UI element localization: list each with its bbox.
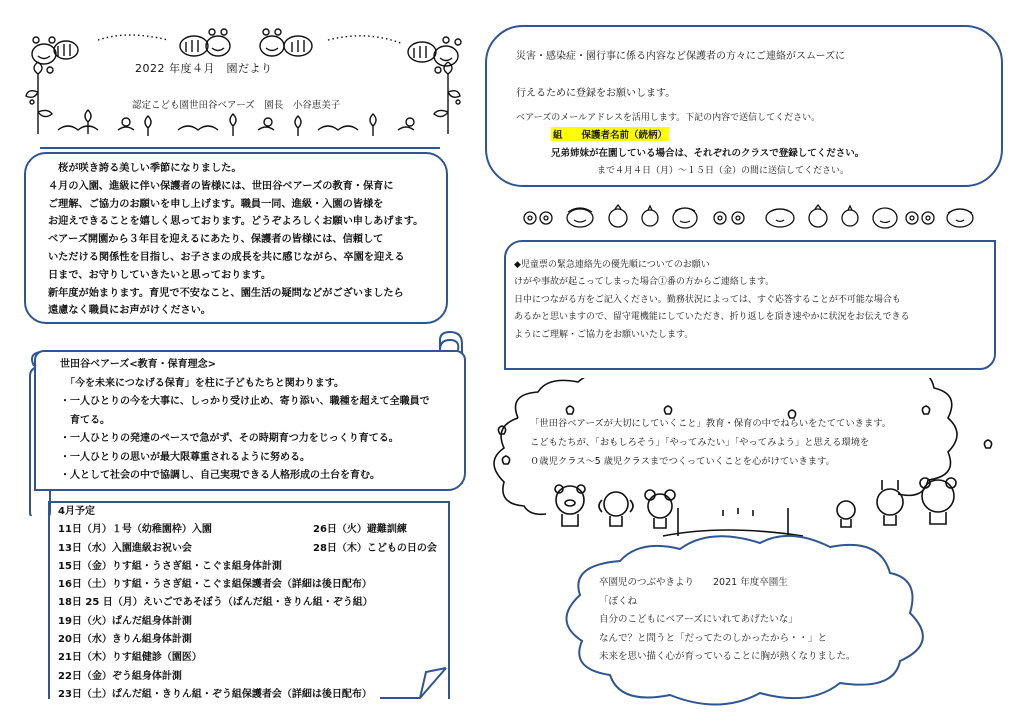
- quote-line: 未来を思い描く心が育っていることに胸が熱くなりました。: [599, 651, 856, 662]
- philosophy-line: 育てる。: [60, 414, 110, 426]
- deadline-note: まで４月４日（月）～１５日（金）の間に送信してください。: [597, 166, 850, 176]
- schedule-row: 11日（月）１号（幼稚園枠）入園 26日（火）避難訓練: [58, 524, 407, 536]
- cloud-line: ０歳児クラス～5 歳児クラスまでつくっていくことを心がけていきます。: [530, 456, 835, 467]
- philosophy-line: ・一人ひとりの思いが最大限尊重されるように努める。: [60, 451, 310, 463]
- quote-line: 卒園児のつぶやきより 2021 年度卒園生: [599, 577, 788, 588]
- schedule-row: 21日（木）りす組健診（園医）: [58, 652, 202, 664]
- cloud-line: こどもたちが、「おもしろそう」「やってみたい」「やってみよう」と思える環境を: [530, 437, 870, 448]
- greeting-line: 日まで、お守りしていきたいと思っております。: [48, 269, 272, 281]
- philosophy-section: [34, 350, 466, 491]
- contact-line: 災害・感染症・園行事に係る内容など保護者の方々にご連絡がスムーズに: [516, 51, 845, 62]
- highlighted-format: 組 保護者名前（続柄）: [551, 127, 669, 141]
- greeting-line: ご理解、ご協力のお願いを申し上げます。職員一同、進級・入園の皆様を: [48, 198, 384, 210]
- greeting-line: ４月の入園、進級に伴い保護者の皆様には、世田谷ベアーズの教育・保育に: [48, 180, 394, 192]
- bee-flower-border-illustration: [18, 22, 468, 140]
- schedule-row: 23日（土）ぱんだ組・きりん組・ぞう組保護者会（詳細は後日配布）: [58, 688, 372, 700]
- schedule-row: 16日（土）りす組・うさぎ組・こぐま組保護者会（詳細は後日配布）: [58, 579, 372, 591]
- newsletter-subtitle: 認定こども園世田谷ベアーズ 園長 小谷恵美子: [132, 100, 341, 111]
- sibling-note: 兄弟姉妹が在園している場合は、それぞれのクラスで登録してください。: [551, 148, 865, 159]
- schedule-row: 19日（火）ぱんだ組身体計測: [58, 615, 192, 627]
- greeting-line: 桜が咲き誇る美しい季節になりました。: [48, 163, 242, 174]
- page-curl-corner: [380, 640, 460, 702]
- quote-line: 自分のこどもにベアーズにいれてあげたいな」: [599, 614, 798, 625]
- schedule-row: 13日（水）入園進級お祝い会 28日（木）こどもの日の会: [58, 542, 437, 554]
- philosophy-line: ・人として社会の中で協調し、自己実現できる人格形成の土台を育む。: [60, 470, 380, 481]
- schedule-row: 22日（金）ぞう組身体計測: [58, 670, 182, 682]
- schedule-row: 15日（金）りす組・うさぎ組・こぐま組身体計測: [58, 560, 282, 572]
- emergency-contact-section: [504, 240, 996, 370]
- philosophy-line: 「今を未来につなげる保育」を柱に子どもたちと関わります。: [60, 377, 344, 389]
- schedule-row: 18日 25 日（月）えいごであそぼう（ぱんだ組・きりん組・ぞう組）: [58, 597, 373, 609]
- header-divider: [40, 147, 440, 149]
- quote-line: 「ぼくね: [599, 595, 638, 607]
- contact-line: ベアーズのメールアドレスを活用します。下記の内容で送信してください。: [516, 113, 821, 123]
- graduate-quote-text: [599, 574, 856, 667]
- speech-cloud-text: [530, 414, 891, 471]
- greeting-line: 遠慮なく職員にお声がけください。: [48, 305, 211, 317]
- greeting-line: ベアーズ開園から３年目を迎えるにあたり、保護者の皆様には、信頼して: [48, 234, 384, 246]
- greeting-section: [24, 152, 448, 324]
- emergency-line: あるかと思いますので、留守電機能にしていただき、折り返しを頂き速やかに状況をお伝えできる: [514, 312, 910, 323]
- philosophy-title: 世田谷ベアーズ<教育・保育理念>: [60, 359, 216, 370]
- contact-line: 行えるために登録をお願いします。: [516, 88, 676, 99]
- greeting-line: お迎えできることを嬉しく思っております。どうぞよろしくお願い申しあげます。: [48, 216, 424, 228]
- philosophy-line: ・一人ひとりの今を大事に、しっかり受け止め、寄り添い、職種を超えて全職員で: [60, 396, 430, 407]
- greeting-line: 新年度が始まります。育児で不安なこと、園生活の疑問などがございましたら: [48, 287, 404, 299]
- emergency-line: けがや事故が起こってしまった場合①番の方からご連絡します。: [514, 277, 775, 288]
- schedule-left-border: [48, 640, 50, 698]
- cloud-line: 「世田谷ベアーズが大切にしていくこと」教育・保育の中でねらいをたてていきます。: [530, 418, 892, 429]
- emergency-line: ようにご理解・ご協力をお願いいたします。: [514, 329, 694, 340]
- flower-character-divider-illustration: [520, 203, 980, 233]
- newsletter-title: 2022 年度４月 園だより: [135, 62, 273, 75]
- philosophy-line: ・一人ひとりの発達のペースで急がず、その時期育つ力をじっくり育てる。: [60, 433, 399, 444]
- emergency-line: 日中につながる方をご記入ください。勤務状況によっては、すぐ応答することが不可能な場合も: [514, 294, 901, 305]
- quote-line: なんで？と問うと「だってたのしかったから・・」と: [599, 632, 828, 644]
- schedule-row: 20日（水）きりん組身体計測: [58, 634, 192, 646]
- greeting-line: いただける関係性を目指し、お子さまの成長を共に感じながら、卒園を迎える: [48, 251, 405, 263]
- emergency-line: ◆児童票の緊急連絡先の優先順についてのお願い: [514, 260, 710, 270]
- schedule-title: 4月予定: [58, 506, 95, 517]
